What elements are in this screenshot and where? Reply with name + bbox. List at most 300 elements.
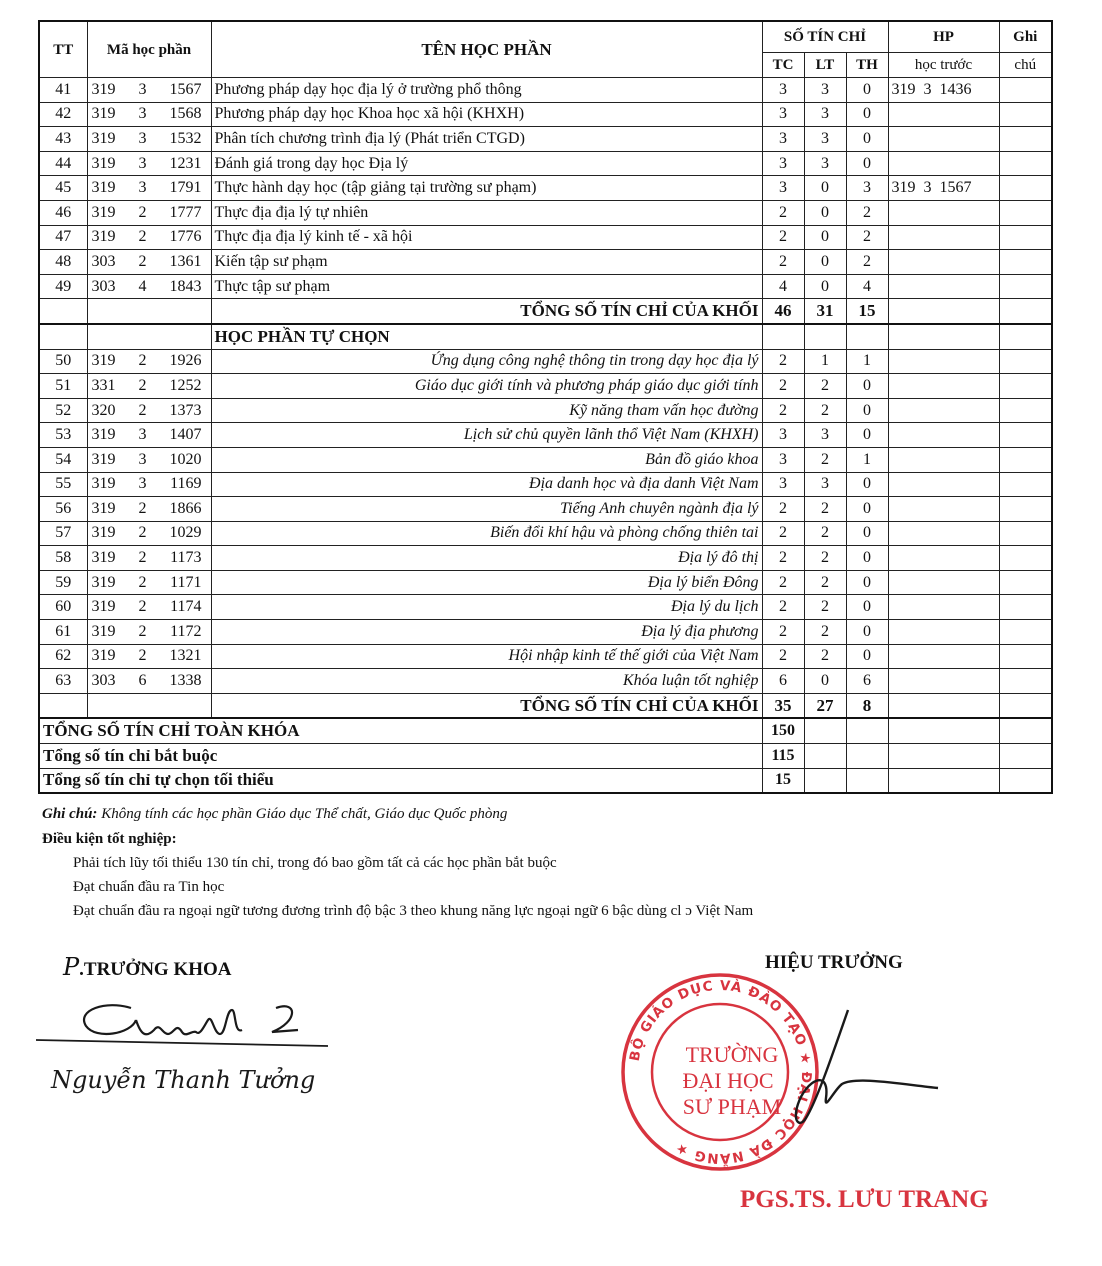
- code-part-1: 319: [91, 598, 116, 616]
- row-th: 0: [846, 374, 888, 399]
- table-row: [39, 78, 1052, 103]
- code-part-2: 4: [138, 277, 147, 295]
- col-header-tt: TT: [39, 21, 87, 78]
- row-prerequisite: [888, 447, 999, 472]
- summary-value-elective: 15: [762, 768, 804, 793]
- table-row: [39, 423, 1052, 448]
- row-th: 0: [846, 644, 888, 669]
- table-row: [39, 151, 1052, 176]
- row-tt: 49: [39, 274, 87, 299]
- required-total-tc: 46: [762, 299, 804, 324]
- row-th: 0: [846, 595, 888, 620]
- row-prerequisite: [888, 620, 999, 645]
- code-part-3: 1321: [169, 647, 202, 665]
- row-course-code: [87, 176, 211, 201]
- row-th: 2: [846, 200, 888, 225]
- code-part-3: 1791: [169, 179, 202, 197]
- row-tt: 62: [39, 644, 87, 669]
- row-course-code: [87, 595, 211, 620]
- left-signature-title: [63, 953, 232, 981]
- row-note: [999, 374, 1052, 399]
- code-part-3: 1231: [169, 154, 202, 172]
- code-part-2: 3: [138, 80, 147, 98]
- table-row: [39, 374, 1052, 399]
- left-title-prefix: P: [63, 953, 80, 981]
- row-note: [999, 349, 1052, 374]
- summary-row-total: [39, 718, 1052, 743]
- row-lt: 2: [804, 644, 846, 669]
- col-header-chu: chú: [999, 53, 1052, 78]
- row-tt: 58: [39, 546, 87, 571]
- table-row: [39, 644, 1052, 669]
- row-prerequisite: [888, 274, 999, 299]
- row-th: 6: [846, 669, 888, 694]
- row-tc: 2: [762, 349, 804, 374]
- code-part-1: 319: [91, 647, 116, 665]
- row-lt: 2: [804, 398, 846, 423]
- row-prerequisite: [888, 423, 999, 448]
- row-course-name: Phương pháp dạy học Khoa học xã hội (KHXH): [211, 102, 762, 127]
- row-tc: 2: [762, 521, 804, 546]
- row-tc: 2: [762, 398, 804, 423]
- row-tc: 6: [762, 669, 804, 694]
- required-total-lt: 31: [804, 299, 846, 324]
- row-th: 2: [846, 225, 888, 250]
- summary-value-total: 150: [762, 718, 804, 743]
- row-tt: 48: [39, 250, 87, 275]
- row-th: 0: [846, 127, 888, 152]
- row-lt: 0: [804, 225, 846, 250]
- code-part-2: 2: [138, 401, 147, 419]
- col-header-tc: TC: [762, 53, 804, 78]
- col-header-lt: LT: [804, 53, 846, 78]
- row-tc: 3: [762, 447, 804, 472]
- code-part-1: 303: [91, 672, 116, 690]
- row-course-name: Tiếng Anh chuyên ngành địa lý: [211, 497, 762, 522]
- code-part-2: 3: [138, 105, 147, 123]
- row-prerequisite: [888, 200, 999, 225]
- row-tt: 57: [39, 521, 87, 546]
- row-lt: 2: [804, 595, 846, 620]
- signature-stroke-icon: [84, 1005, 298, 1034]
- code-part-3: 1173: [170, 549, 202, 567]
- row-note: [999, 472, 1052, 497]
- row-lt: 2: [804, 521, 846, 546]
- row-course-name: Thực tập sư phạm: [211, 274, 762, 299]
- left-signature-graphic: [36, 990, 336, 1125]
- row-course-name: Địa lý đô thị: [211, 546, 762, 571]
- row-lt: 0: [804, 176, 846, 201]
- row-note: [999, 447, 1052, 472]
- row-tc: 2: [762, 570, 804, 595]
- code-part-2: 2: [138, 228, 147, 246]
- row-lt: 0: [804, 274, 846, 299]
- row-course-name: Kỹ năng tham vấn học đường: [211, 398, 762, 423]
- row-note: [999, 398, 1052, 423]
- code-part-3: 1568: [169, 105, 202, 123]
- summary-value-required: 115: [762, 744, 804, 769]
- table-row: [39, 595, 1052, 620]
- row-tc: 2: [762, 200, 804, 225]
- required-total-label: TỔNG SỐ TÍN CHỈ CỦA KHỐI: [211, 299, 762, 324]
- elective-section-title: HỌC PHẦN TỰ CHỌN: [211, 324, 762, 349]
- required-total-row: [39, 299, 1052, 324]
- row-course-name: Đánh giá trong dạy học Địa lý: [211, 151, 762, 176]
- prereq-part-2: 3: [923, 80, 932, 98]
- col-header-hoc-truoc: học trước: [888, 53, 999, 78]
- code-part-1: 303: [91, 252, 116, 270]
- code-part-1: 319: [91, 80, 116, 98]
- row-note: [999, 250, 1052, 275]
- row-course-name: Phân tích chương trình địa lý (Phát triển CTGD): [211, 127, 762, 152]
- row-course-code: [87, 398, 211, 423]
- row-lt: 2: [804, 447, 846, 472]
- code-part-2: 2: [138, 573, 147, 591]
- stamp-ring-text: BỘ GIÁO DỤC VÀ ĐÀO TẠO ★ ĐẠI HỌC ĐÀ NẴNG ★: [626, 977, 815, 1167]
- row-th: 0: [846, 102, 888, 127]
- university-stamp: [620, 972, 960, 1182]
- row-course-name: Địa danh học và địa danh Việt Nam: [211, 472, 762, 497]
- row-lt: 0: [804, 669, 846, 694]
- row-note: [999, 200, 1052, 225]
- code-part-2: 6: [138, 672, 147, 690]
- prereq-part-1: 319: [891, 80, 916, 98]
- row-course-code: [87, 423, 211, 448]
- row-note: [999, 669, 1052, 694]
- summary-row-required: [39, 744, 1052, 769]
- row-tc: 2: [762, 620, 804, 645]
- row-th: 0: [846, 620, 888, 645]
- row-course-code: [87, 78, 211, 103]
- row-tc: 3: [762, 423, 804, 448]
- table-row: [39, 102, 1052, 127]
- elective-total-label: TỔNG SỐ TÍN CHỈ CỦA KHỐI: [211, 693, 762, 718]
- row-lt: 2: [804, 546, 846, 571]
- code-part-2: 2: [138, 203, 147, 221]
- row-course-code: [87, 200, 211, 225]
- code-part-2: 3: [138, 154, 147, 172]
- code-part-3: 1777: [169, 203, 202, 221]
- condition-3: Đạt chuẩn đầu ra ngoại ngữ tương đương trình độ bậc 3 theo khung năng lực ngoại ngữ 6 bậc dùng cl ɔ Việt Nam: [73, 903, 754, 919]
- row-prerequisite: [888, 349, 999, 374]
- row-note: [999, 225, 1052, 250]
- ghi-chu-label: Ghi chú:: [42, 806, 98, 822]
- code-part-3: 1171: [170, 573, 202, 591]
- row-note: [999, 176, 1052, 201]
- code-part-2: 3: [138, 450, 147, 468]
- code-part-3: 1843: [169, 277, 202, 295]
- row-th: 0: [846, 151, 888, 176]
- row-course-name: Địa lý địa phương: [211, 620, 762, 645]
- row-tc: 2: [762, 546, 804, 571]
- code-part-2: 3: [138, 179, 147, 197]
- row-note: [999, 521, 1052, 546]
- elective-total-row: [39, 693, 1052, 718]
- row-tt: 47: [39, 225, 87, 250]
- row-note: [999, 546, 1052, 571]
- row-tt: 60: [39, 595, 87, 620]
- row-tt: 45: [39, 176, 87, 201]
- code-part-2: 2: [138, 647, 147, 665]
- right-name: PGS.TS. LƯU TRANG: [740, 1186, 989, 1213]
- row-course-code: [87, 102, 211, 127]
- row-prerequisite: [888, 127, 999, 152]
- ghi-chu-line: [42, 806, 507, 823]
- stamp-line-3: SƯ PHẠM: [682, 1094, 782, 1119]
- row-lt: 3: [804, 102, 846, 127]
- code-part-3: 1169: [170, 475, 202, 493]
- row-lt: 3: [804, 151, 846, 176]
- row-prerequisite: [888, 225, 999, 250]
- code-part-1: 303: [91, 277, 116, 295]
- row-th: 0: [846, 423, 888, 448]
- row-prerequisite: [888, 250, 999, 275]
- row-th: 0: [846, 78, 888, 103]
- summary-row-elective: [39, 768, 1052, 793]
- code-part-1: 319: [91, 450, 116, 468]
- row-course-name: Thực địa địa lý kinh tế - xã hội: [211, 225, 762, 250]
- row-course-code: [87, 151, 211, 176]
- row-tt: 53: [39, 423, 87, 448]
- code-part-1: 319: [91, 499, 116, 517]
- table-row: [39, 127, 1052, 152]
- col-header-so-tin-chi: SỐ TÍN CHỈ: [762, 21, 888, 53]
- row-lt: 3: [804, 472, 846, 497]
- code-part-2: 2: [138, 352, 147, 370]
- ghi-chu-text: Không tính các học phần Giáo dục Thể chất, Giáo dục Quốc phòng: [101, 806, 508, 822]
- row-course-code: [87, 274, 211, 299]
- row-tc: 2: [762, 374, 804, 399]
- row-lt: 3: [804, 78, 846, 103]
- table-row: [39, 447, 1052, 472]
- row-course-code: [87, 250, 211, 275]
- row-tt: 59: [39, 570, 87, 595]
- row-tt: 41: [39, 78, 87, 103]
- prereq-part-2: 3: [923, 179, 932, 197]
- code-part-1: 319: [91, 622, 116, 640]
- condition-1: Phải tích lũy tối thiểu 130 tín chỉ, trong đó bao gồm tất cả các học phần bắt buộc: [73, 855, 557, 871]
- row-course-name: Thực địa địa lý tự nhiên: [211, 200, 762, 225]
- code-part-2: 2: [138, 376, 147, 394]
- row-course-name: Phương pháp dạy học địa lý ở trường phổ thông: [211, 78, 762, 103]
- table-row: [39, 472, 1052, 497]
- row-prerequisite: [888, 595, 999, 620]
- code-part-3: 1567: [169, 80, 202, 98]
- row-course-code: [87, 669, 211, 694]
- row-tc: 3: [762, 127, 804, 152]
- code-part-1: 319: [91, 228, 116, 246]
- code-part-2: 2: [138, 549, 147, 567]
- summary-label-total: TỔNG SỐ TÍN CHỈ TOÀN KHÓA: [39, 718, 762, 743]
- row-course-name: Biến đổi khí hậu và phòng chống thiên tai: [211, 521, 762, 546]
- code-part-3: 1174: [170, 598, 202, 616]
- row-tt: 44: [39, 151, 87, 176]
- row-prerequisite: [888, 78, 999, 103]
- code-part-1: 320: [91, 401, 116, 419]
- table-row: [39, 398, 1052, 423]
- table-row: [39, 521, 1052, 546]
- row-lt: 0: [804, 200, 846, 225]
- row-course-code: [87, 447, 211, 472]
- prereq-part-3: 1567: [939, 179, 972, 197]
- row-course-name: Địa lý biển Đông: [211, 570, 762, 595]
- code-part-1: 319: [91, 154, 116, 172]
- row-lt: 1: [804, 349, 846, 374]
- row-tc: 2: [762, 250, 804, 275]
- row-tc: 3: [762, 151, 804, 176]
- code-part-3: 1338: [169, 672, 202, 690]
- code-part-1: 319: [91, 426, 116, 444]
- row-tc: 3: [762, 176, 804, 201]
- required-total-th: 15: [846, 299, 888, 324]
- row-prerequisite: [888, 497, 999, 522]
- col-header-ten-hoc-phan: TÊN HỌC PHẦN: [211, 21, 762, 78]
- row-th: 0: [846, 398, 888, 423]
- row-tt: 52: [39, 398, 87, 423]
- signature-underline: [36, 1040, 328, 1046]
- elective-total-lt: 27: [804, 693, 846, 718]
- row-tc: 3: [762, 102, 804, 127]
- row-note: [999, 151, 1052, 176]
- row-tc: 2: [762, 225, 804, 250]
- row-th: 0: [846, 497, 888, 522]
- code-part-2: 3: [138, 475, 147, 493]
- row-course-code: [87, 570, 211, 595]
- row-lt: 2: [804, 497, 846, 522]
- row-tc: 3: [762, 472, 804, 497]
- summary-label-elective: Tổng số tín chỉ tự chọn tối thiểu: [39, 768, 762, 793]
- code-part-3: 1029: [169, 524, 202, 542]
- row-th: 3: [846, 176, 888, 201]
- table-row: [39, 274, 1052, 299]
- row-note: [999, 127, 1052, 152]
- row-course-code: [87, 225, 211, 250]
- row-tc: 4: [762, 274, 804, 299]
- row-th: 0: [846, 521, 888, 546]
- row-prerequisite: [888, 669, 999, 694]
- row-tt: 50: [39, 349, 87, 374]
- row-note: [999, 274, 1052, 299]
- row-course-code: [87, 497, 211, 522]
- prereq-part-1: 319: [891, 179, 916, 197]
- stamp-line-2: ĐẠI HỌC: [682, 1068, 774, 1093]
- code-part-1: 319: [91, 179, 116, 197]
- table-row: [39, 250, 1052, 275]
- row-prerequisite: [888, 546, 999, 571]
- row-course-name: Giáo dục giới tính và phương pháp giáo dục giới tính: [211, 374, 762, 399]
- left-name-handwritten: Nguyễn Thanh Tưởng: [51, 1066, 316, 1094]
- row-note: [999, 102, 1052, 127]
- code-part-1: 319: [91, 475, 116, 493]
- row-course-code: [87, 349, 211, 374]
- code-part-2: 2: [138, 622, 147, 640]
- row-course-name: Địa lý du lịch: [211, 595, 762, 620]
- row-note: [999, 570, 1052, 595]
- row-tc: 2: [762, 644, 804, 669]
- table-row: [39, 570, 1052, 595]
- row-course-code: [87, 127, 211, 152]
- col-header-hp: HP: [888, 21, 999, 53]
- code-part-3: 1866: [169, 499, 202, 517]
- condition-2: Đạt chuẩn đầu ra Tin học: [73, 879, 225, 895]
- table-row: [39, 497, 1052, 522]
- row-prerequisite: [888, 570, 999, 595]
- right-signature-title: HIỆU TRƯỞNG: [765, 952, 903, 973]
- code-part-1: 331: [91, 376, 116, 394]
- row-note: [999, 423, 1052, 448]
- code-part-2: 3: [138, 426, 147, 444]
- row-course-name: Hội nhập kinh tế thế giới của Việt Nam: [211, 644, 762, 669]
- code-part-1: 319: [91, 524, 116, 542]
- row-lt: 2: [804, 620, 846, 645]
- row-th: 0: [846, 472, 888, 497]
- curriculum-table: [38, 20, 1053, 794]
- code-part-3: 1926: [169, 352, 202, 370]
- row-course-code: [87, 546, 211, 571]
- col-header-ma-hoc-phan: Mã học phần: [87, 21, 211, 78]
- row-course-code: [87, 521, 211, 546]
- code-part-3: 1020: [169, 450, 202, 468]
- code-part-3: 1373: [169, 401, 202, 419]
- elective-total-th: 8: [846, 693, 888, 718]
- row-course-name: Kiến tập sư phạm: [211, 250, 762, 275]
- row-prerequisite: [888, 644, 999, 669]
- table-row: [39, 669, 1052, 694]
- row-tt: 55: [39, 472, 87, 497]
- row-course-code: [87, 472, 211, 497]
- code-part-3: 1532: [169, 129, 202, 147]
- left-title-dot: .: [79, 959, 84, 980]
- row-course-name: Khóa luận tốt nghiệp: [211, 669, 762, 694]
- table-row: [39, 620, 1052, 645]
- row-tt: 46: [39, 200, 87, 225]
- left-title-text: TRƯỞNG KHOA: [83, 959, 232, 980]
- row-course-code: [87, 644, 211, 669]
- row-course-name: Ứng dụng công nghệ thông tin trong dạy học địa lý: [211, 349, 762, 374]
- row-tt: 56: [39, 497, 87, 522]
- row-lt: 2: [804, 570, 846, 595]
- row-note: [999, 620, 1052, 645]
- elective-title-row: [39, 324, 1052, 349]
- row-tt: 43: [39, 127, 87, 152]
- row-course-name: Bản đồ giáo khoa: [211, 447, 762, 472]
- code-part-3: 1776: [169, 228, 202, 246]
- row-lt: 3: [804, 127, 846, 152]
- table-row: [39, 200, 1052, 225]
- elective-courses: [39, 349, 1052, 693]
- code-part-1: 319: [91, 352, 116, 370]
- table-row: [39, 349, 1052, 374]
- row-note: [999, 497, 1052, 522]
- row-th: 1: [846, 349, 888, 374]
- code-part-3: 1407: [169, 426, 202, 444]
- code-part-1: 319: [91, 129, 116, 147]
- required-courses: [39, 78, 1052, 299]
- summary-label-required: Tổng số tín chỉ bắt buộc: [39, 744, 762, 769]
- row-tt: 51: [39, 374, 87, 399]
- row-th: 1: [846, 447, 888, 472]
- row-prerequisite: [888, 521, 999, 546]
- row-th: 0: [846, 570, 888, 595]
- table-row: [39, 546, 1052, 571]
- row-lt: 0: [804, 250, 846, 275]
- row-course-name: Thực hành dạy học (tập giảng tại trường sư phạm): [211, 176, 762, 201]
- row-prerequisite: [888, 176, 999, 201]
- code-part-2: 2: [138, 252, 147, 270]
- prereq-part-3: 1436: [939, 80, 972, 98]
- code-part-2: 3: [138, 129, 147, 147]
- code-part-2: 2: [138, 499, 147, 517]
